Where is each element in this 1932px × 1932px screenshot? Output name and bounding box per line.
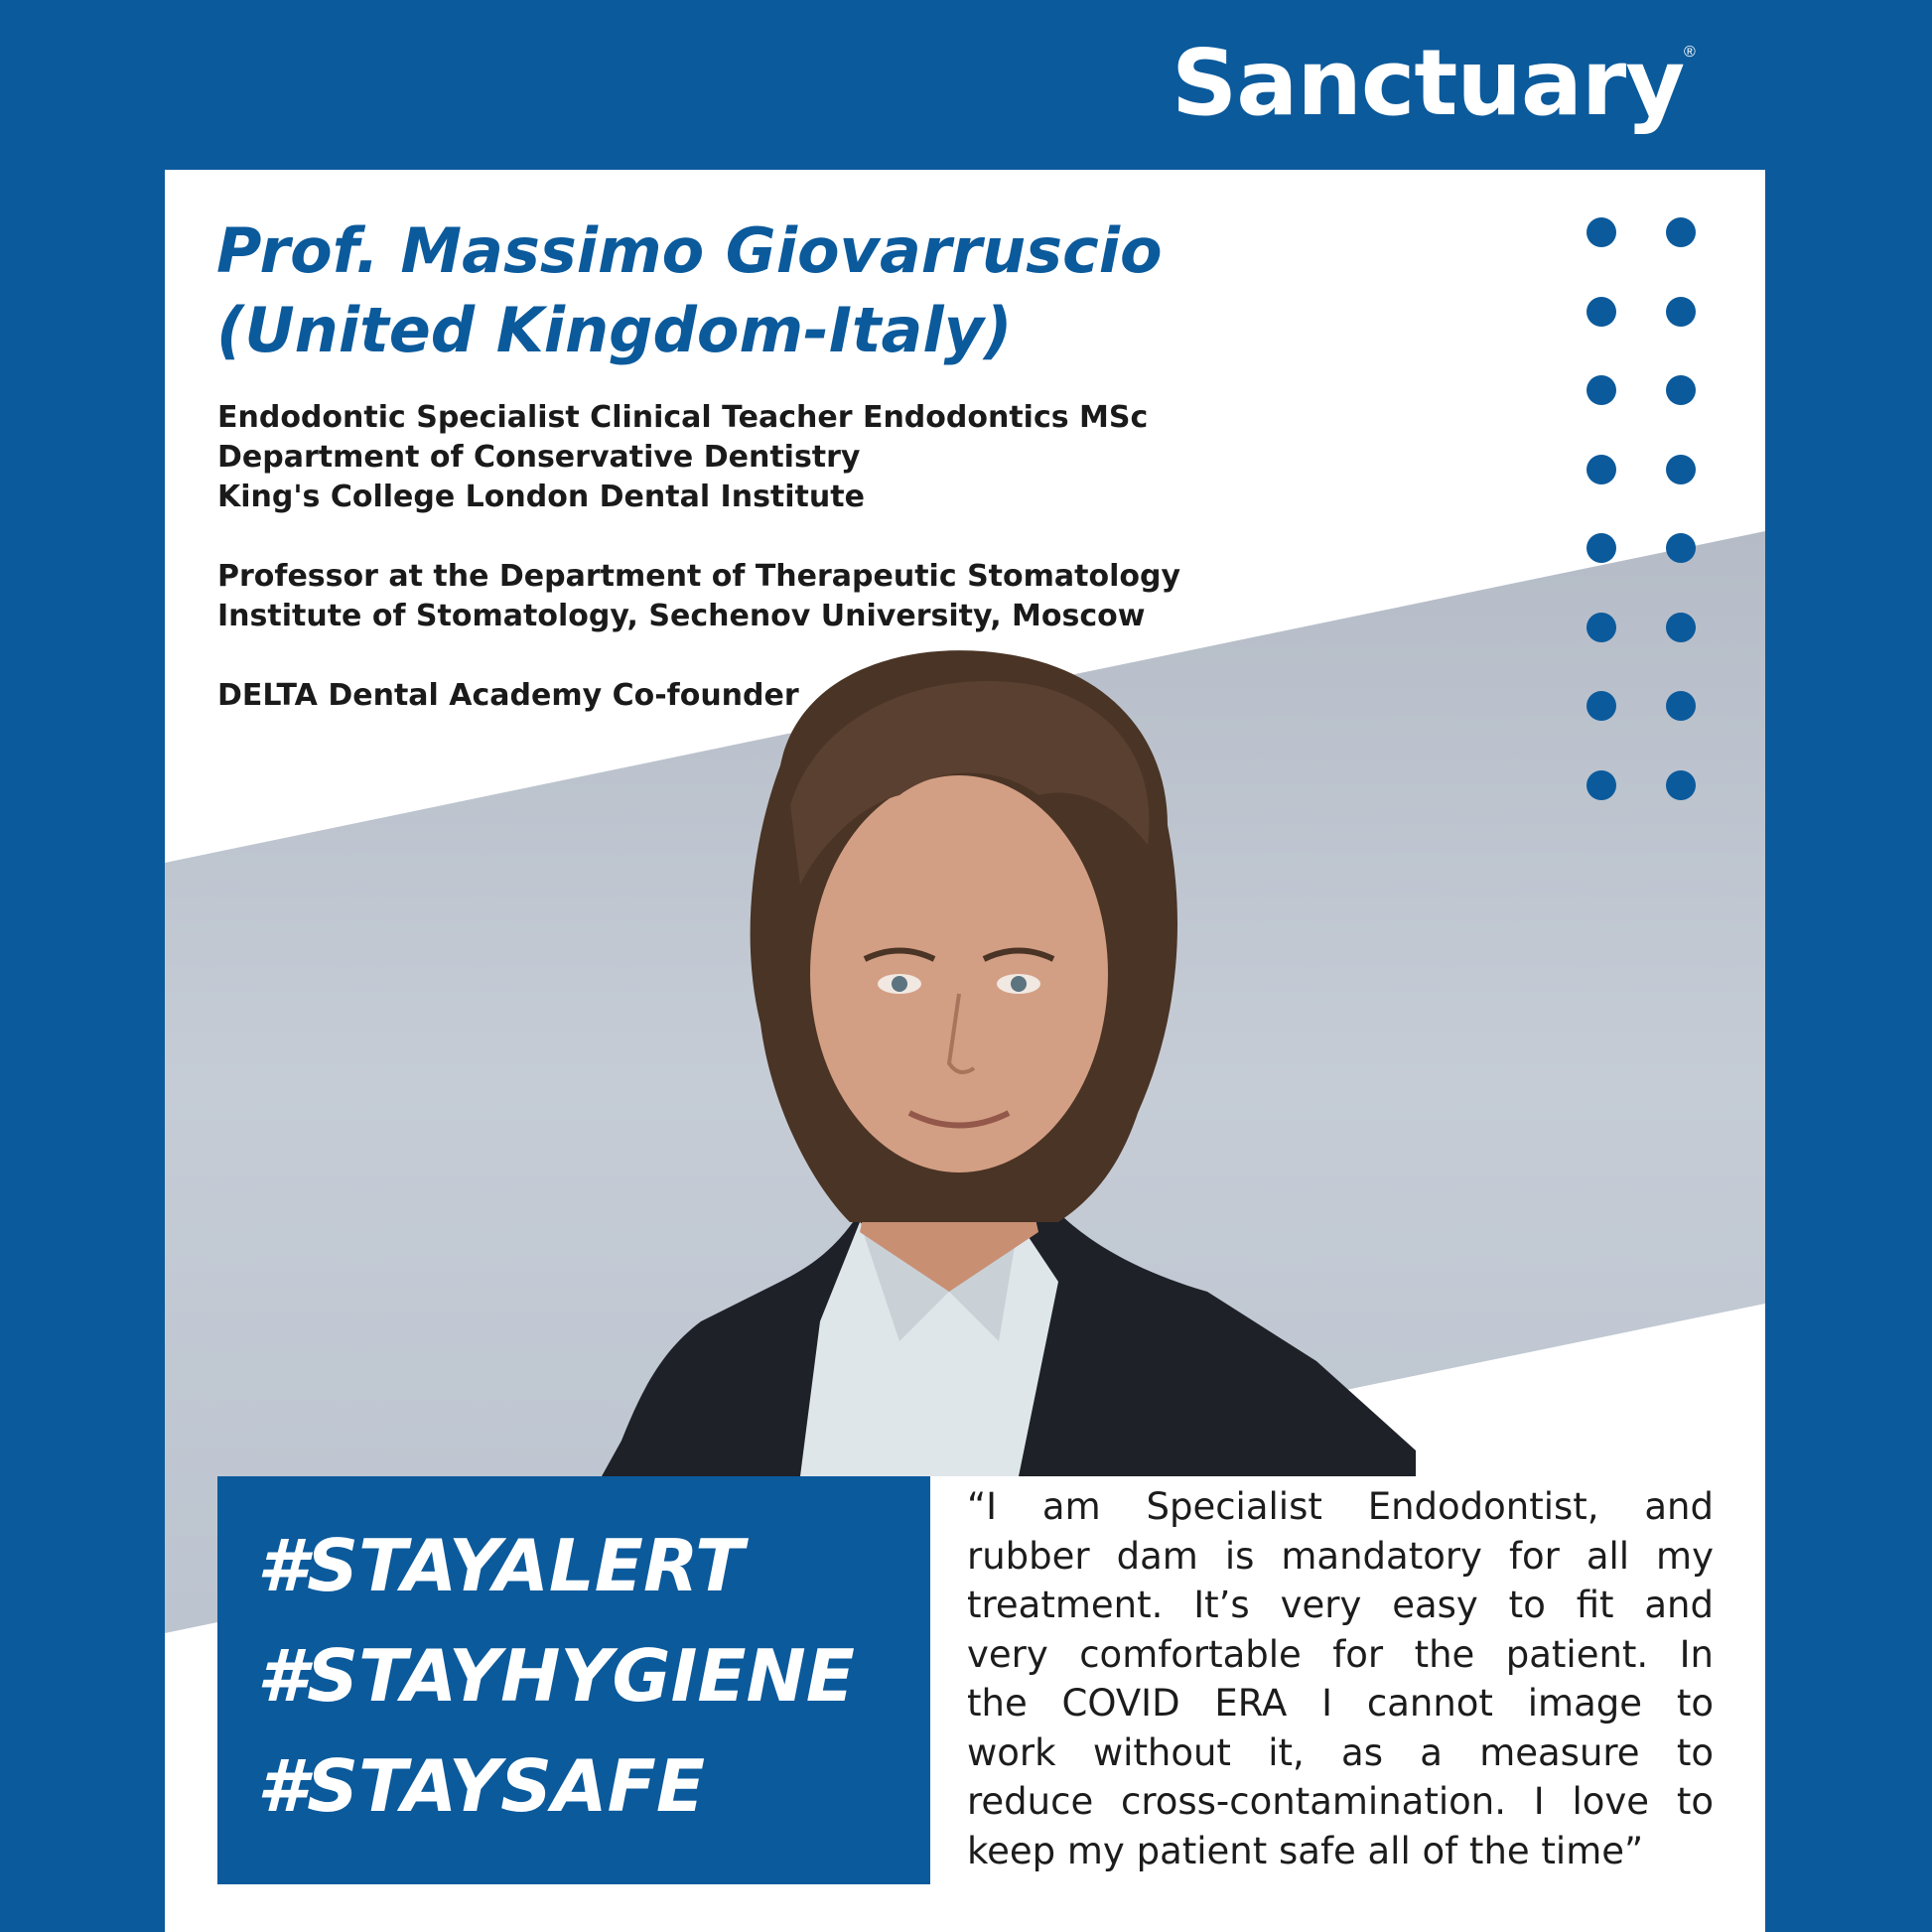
quote-line: work without it, as a measure to — [967, 1730, 1714, 1774]
hashtag: #STAYSAFE — [257, 1744, 706, 1828]
registered-mark: ® — [1684, 44, 1696, 61]
hashtag: #STAYALERT — [257, 1524, 745, 1607]
credential-line: King's College London Dental Institute — [217, 480, 865, 514]
dot — [1587, 691, 1616, 721]
dot — [1587, 770, 1616, 800]
quote-line: keep my patient safe all of the time” — [967, 1829, 1644, 1872]
dot — [1666, 297, 1696, 327]
brand-name: Sanctuary — [1172, 30, 1685, 136]
dot — [1666, 691, 1696, 721]
dot — [1587, 533, 1616, 563]
quote-line: rubber dam is mandatory for all my — [967, 1534, 1714, 1578]
credential-line: Professor at the Department of Therapeutic Stomatology — [217, 559, 1181, 594]
hashtag: #STAYHYGIENE — [257, 1634, 855, 1718]
dot — [1587, 455, 1616, 484]
quote-line: “I am Specialist Endodontist, and — [967, 1485, 1714, 1528]
profile-card — [165, 170, 1765, 1932]
credential-line: Endodontic Specialist Clinical Teacher Endodontics MSc — [217, 400, 1149, 435]
profile-name — [216, 211, 1309, 370]
hashtag-box — [217, 1476, 930, 1884]
quote-line: reduce cross-contamination. I love to — [967, 1780, 1714, 1823]
credential-line: Institute of Stomatology, Sechenov University, Moscow — [217, 599, 1146, 633]
dot — [1587, 375, 1616, 405]
quote-line: the COVID ERA I cannot image to — [967, 1682, 1714, 1725]
dot — [1666, 217, 1696, 247]
credentials — [217, 398, 1180, 716]
credential-line: DELTA Dental Academy Co-founder — [217, 678, 799, 713]
dot — [1666, 375, 1696, 405]
name-line: Prof. Massimo Giovarruscio — [216, 214, 1163, 287]
dot — [1587, 217, 1616, 247]
name-line: (United Kingdom-Italy) — [216, 294, 1013, 366]
credential-line: Department of Conservative Dentistry — [217, 440, 861, 475]
dot — [1587, 297, 1616, 327]
quote-line: treatment. It’s very easy to fit and — [967, 1584, 1714, 1626]
dot — [1666, 770, 1696, 800]
testimonial-quote — [967, 1482, 1714, 1875]
dot — [1666, 455, 1696, 484]
dot — [1587, 613, 1616, 642]
dot — [1666, 613, 1696, 642]
quote-line: very comfortable for the patient. In — [967, 1632, 1714, 1676]
dot — [1666, 533, 1696, 563]
